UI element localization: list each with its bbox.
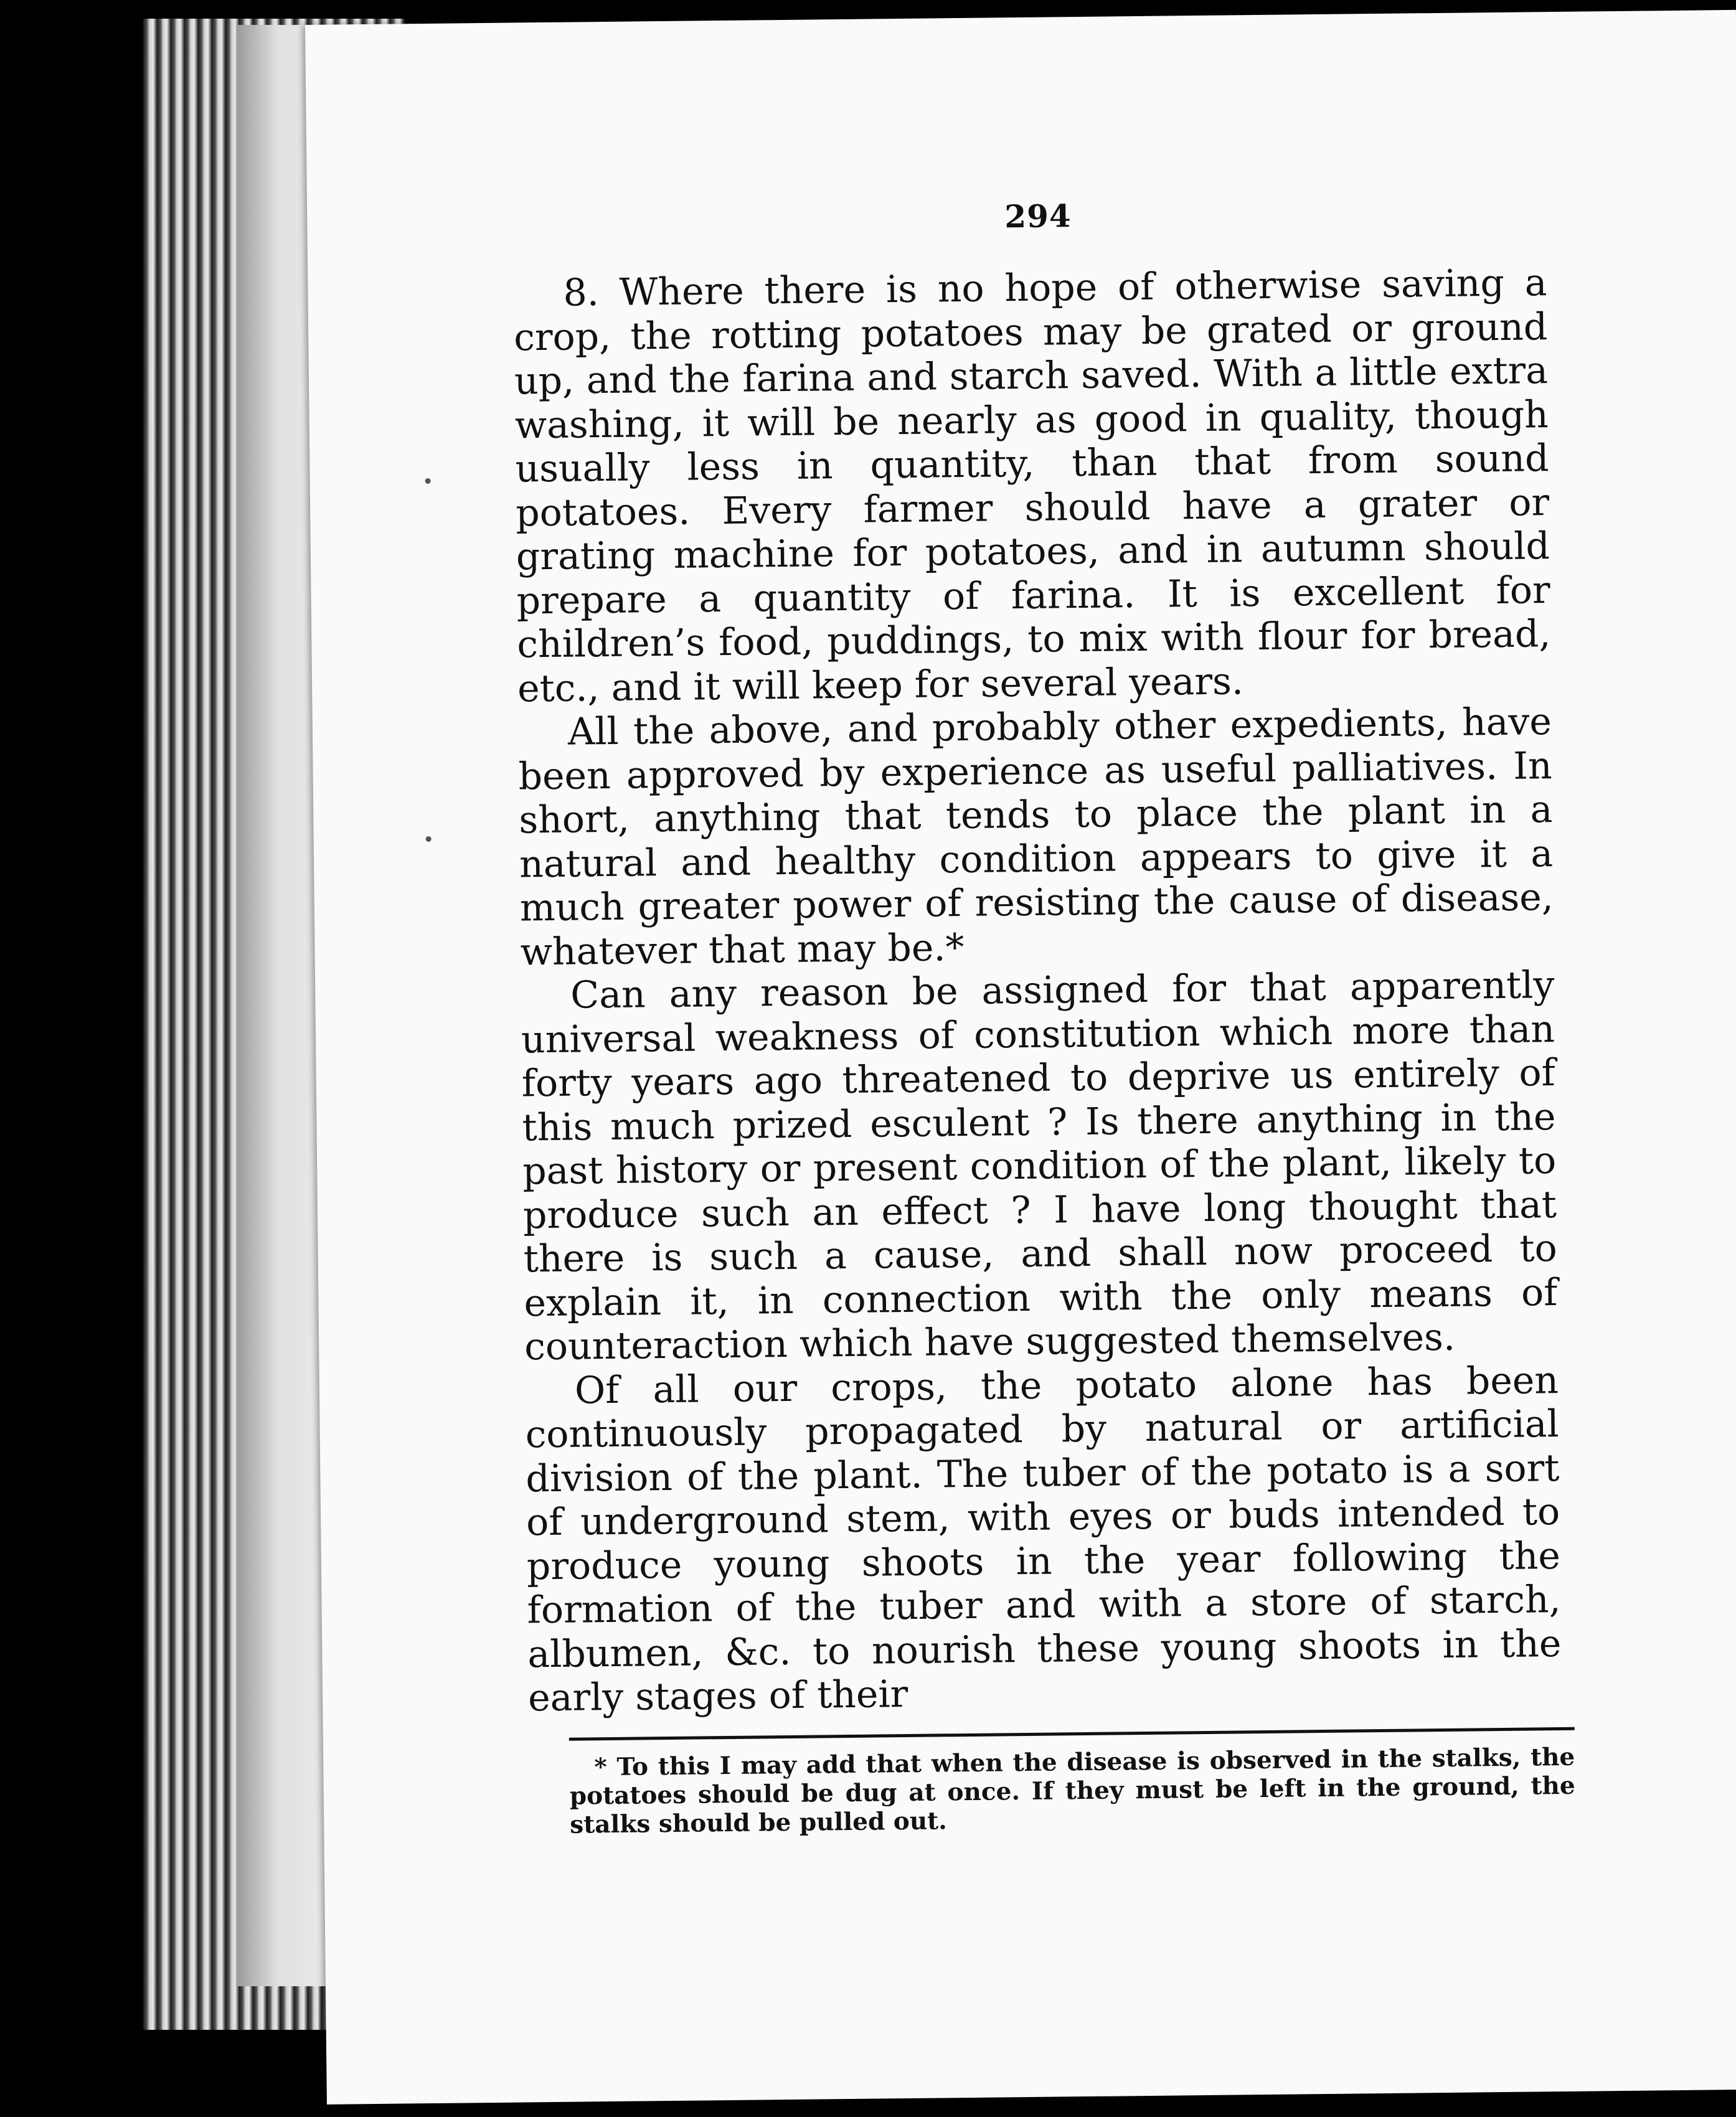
- paragraph: 8. Where there is no hope of otherwise saving a crop, the rotting potatoes may be grated or ground up, and the farina and starch saved. With a little extra washing, it will be nearly as good in quality, though usually less in quantity, than that from sound potatoes. Every farmer should have a grater or grating machine for potatoes, and in autumn should prepare a quantity of farina. It is excellent for children’s food, puddings, to mix with flour for bread, etc., and it will keep for several years.: [513, 261, 1551, 710]
- book-page: [305, 10, 1736, 2105]
- paragraph: Of all our crops, the potato alone has been continuously propagated by natural or artificial division of the plant. The tuber of the potato is a sort of underground stem, with eyes or buds intended to produce young shoots in the year following the formation of the tuber and with a store of starch, albumen, &c. to nourish these young shoots in the early stages of their: [525, 1358, 1562, 1720]
- margin-mark: [425, 478, 431, 484]
- footnote-rule: [569, 1727, 1575, 1741]
- footnote: * To this I may add that when the disease is observed in the stalks, the potatoes should be dug at once. If they must be left in the ground, the stalks should be pulled out.: [569, 1742, 1575, 1839]
- margin-mark: [426, 836, 432, 842]
- paragraph: Can any reason be assigned for that apparently universal weakness of constitution which more than forty years ago threatened to deprive us entirely of this much prized esculent ? Is there anything in the past history or present condition of the plant, likely to produce such an effect ? I have long thought that there is such a cause, and shall now proceed to explain it, in connection with the only means of counteraction which have suggested themselves.: [521, 963, 1558, 1369]
- body-text: [513, 261, 1562, 1720]
- page-number: 294: [1004, 197, 1072, 235]
- paragraph: All the above, and probably other expedients, have been approved by experience as useful palliatives. In short, anything that tends to place the plant in a natural and healthy condition appears to give it a much greater power of resisting the cause of disease, whatever that may be.*: [518, 700, 1554, 974]
